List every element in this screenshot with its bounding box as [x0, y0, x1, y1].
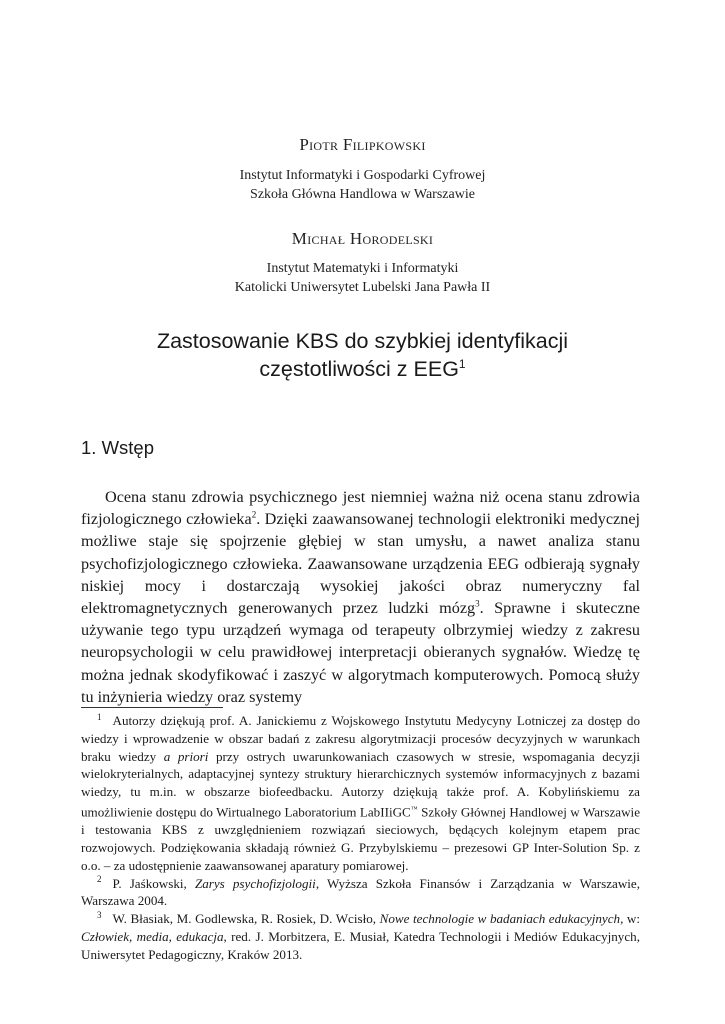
footnote-2: $^2$ P. Jaśkowski, Zarys psychofizjologii, Wyższa Szkoła Finansów i Zarządzania w Warszawie, Warszawa 2004. [81, 874, 641, 909]
body-paragraph: Ocena stanu zdrowia psychicznego jest niemniej ważna niż ocena stanu zdrowia fizjologicznego człowieka$^2$. Dzięki zaawansowanej technologii elektroniki medycznej możliwe staje się spojrzenie głębiej w stan umysłu, a nawet analiza stanu psychofizjologicznego człowieka. Zaawansowane urządzenia EEG odbierają sygnały niskiej mocy i dostarczają wysokiej jakości obraz numeryczny fal elektromagnetycznych generowanych przez ludzki mózg$^3$. Sprawne i skuteczne używanie tego typu urządzeń wymaga od terapeuty olbrzymiej wiedzy z zakresu neuropsychologii w celu prawidłowej interpretacji obieranych sygnałów. Wiedzę tę można jednak skodyfikować i zaszyć w algorytmach komputerowych. Pomocą służy tu inżynieria wiedzy oraz systemy [81, 488, 641, 706]
title-line: Zastosowanie KBS do szybkiej identyfikacji [156, 329, 569, 353]
affiliation-line: Katolicki Uniwersytet Lubelski Jana Pawła II [234, 280, 491, 295]
affiliation-line: Szkoła Główna Handlowa w Warszawie [250, 187, 475, 202]
author-name-1: Piotr Filipkowski [299, 135, 426, 154]
author-name-2: Michał Horodelski [291, 229, 434, 248]
affiliation-line: Instytut Matematyki i Informatyki [266, 261, 459, 276]
author-affiliation-2 [0, 259, 725, 297]
footnotes [81, 712, 640, 964]
footnote-1: $^1$ Autorzy dziękują prof. A. Janickiemu z Wojskowego Instytutu Medycyny Lotniczej za dostęp do wiedzy i wprowadzenie w obszar badań z zakresu algorytmizacji procesów decyzyjnych w warunkach braku wiedzy a priori przy ostrych uwarunkowaniach czasowych w stresie, wspomagania decyzji wielokryterialnych, adaptacyjnej syntezy struktury hierarchicznych systemów informacyjnych z bazami wiedzy, tu m.in. w obszarze biofeedbacku. Autorzy dziękują także prof. A. Kobylińskiemu za umożliwienie dostępu do Wirtualnego Laboratorium LabIIiGC™ Szkoły Głównej Handlowej w Warszawie i testowania KBS z uwzględnieniem rozwiązań sieciowych, będących kolejnym etapem prac rozwojowych. Podziękowania składają również G. Przybylskiemu – prezesowi GP Inter-Solution Sp. z o.o. – za udostępnienie zaawansowanej aparatury pomiarowej. [81, 711, 641, 873]
author-affiliation-1 [0, 166, 725, 204]
paper-title [0, 327, 725, 383]
footnote-3: $^3$ W. Błasiak, M. Godlewska, R. Rosiek, D. Wcisło, Nowe technologie w badaniach edukacyjnych, w: Człowiek, media, edukacja, red. J. Morbitzera, E. Musiał, Katedra Technologii i Mediów Edukacyjnych, Uniwersytet Pedagogiczny, Kraków 2013. [81, 909, 640, 962]
title-footnote-ref: 1 [458, 356, 466, 371]
affiliation-line: Instytut Informatyki i Gospodarki Cyfrowej [239, 168, 486, 183]
footnote-separator [81, 707, 223, 708]
section-heading: 1. Wstęp [81, 437, 154, 458]
title-line-2: częstotliwości z EEG$^1$ [259, 356, 466, 381]
footnote-ref: 2 [251, 509, 257, 520]
footnote-ref: 3 [475, 598, 480, 609]
